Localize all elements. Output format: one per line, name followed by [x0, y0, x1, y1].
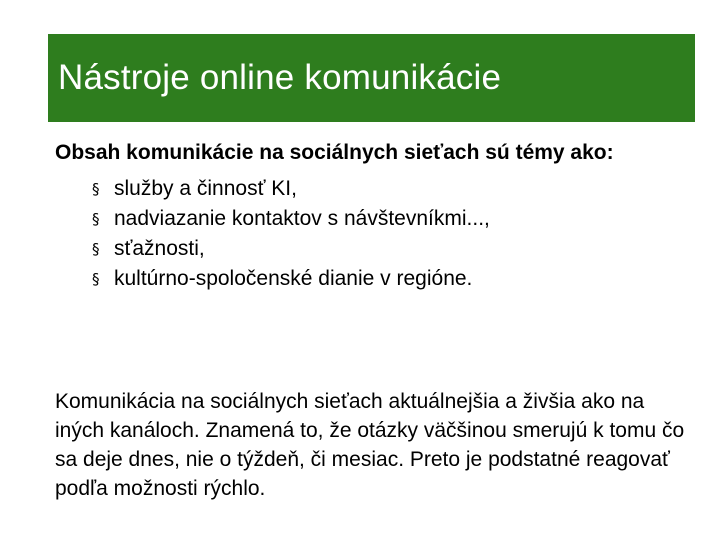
bullet-icon: §	[92, 240, 100, 258]
intro-text: Obsah komunikácie na sociálnych sieťach sú témy ako:	[55, 141, 614, 164]
list-item	[92, 174, 490, 204]
body-paragraph: Komunikácia na sociálnych sieťach aktuálnejšia a živšia ako na iných kanáloch. Znamená to, že otázky väčšinou smerujú k tomu čo sa deje dnes, nie o týždeň, či mesiac. Preto je podstatné reagovať podľa možnosti rýchlo.	[55, 390, 685, 500]
list-item-text: nadviazanie kontaktov s návštevníkmi...,	[114, 207, 490, 230]
topic-list	[92, 174, 490, 294]
bullet-icon: §	[92, 180, 100, 198]
list-item	[92, 204, 490, 234]
list-item	[92, 264, 490, 294]
slide-title: Nástroje online komunikácie	[58, 58, 502, 97]
list-item-text: kultúrno-spoločenské dianie v regióne.	[114, 267, 473, 290]
bullet-icon: §	[92, 210, 100, 228]
list-item-text: sťažnosti,	[114, 237, 205, 260]
list-item-text: služby a činnosť KI,	[114, 177, 297, 200]
list-item	[92, 234, 490, 264]
title-bar	[48, 34, 695, 122]
bullet-icon: §	[92, 270, 100, 288]
